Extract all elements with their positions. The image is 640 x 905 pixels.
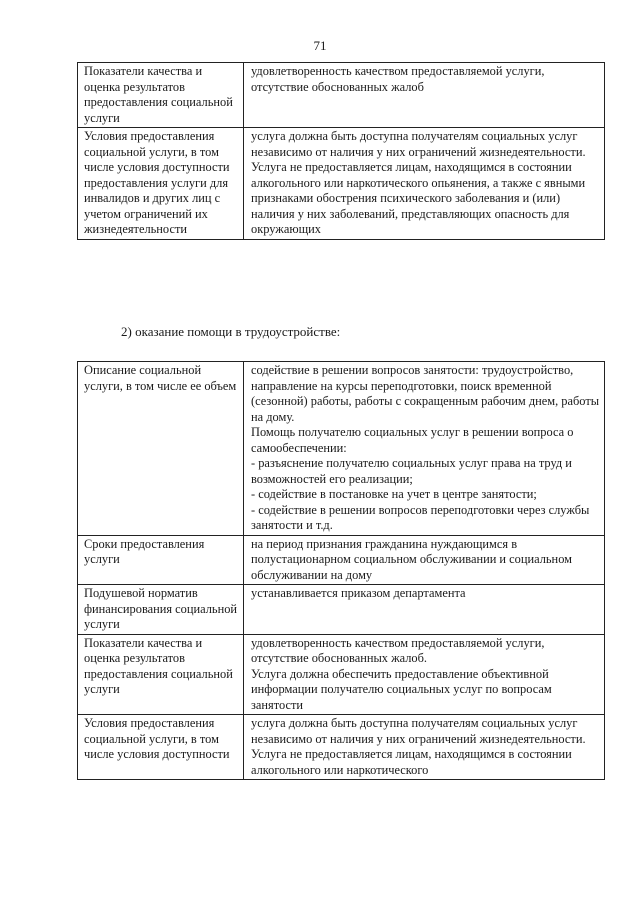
row-label: Описание социальной услуги, в том числе ее объем bbox=[78, 362, 244, 536]
row-paragraph: устанавливается приказом департамента bbox=[251, 586, 466, 600]
row-paragraph: - содействие в решении вопросов переподготовки через службы занятости и т.д. bbox=[251, 502, 590, 532]
row-paragraph: услуга должна быть доступна получателям социальных услуг независимо от наличия у них ограничений жизнедеятельности. bbox=[251, 716, 586, 746]
service-table-1 bbox=[77, 62, 605, 240]
row-label: Условия предоставления социальной услуги, в том числе условия доступности предоставления услуги для инвалидов и других лиц с учетом ограничений их жизнедеятельности bbox=[78, 128, 244, 240]
row-value bbox=[244, 585, 605, 635]
row-label: Показатели качества и оценка результатов предоставления социальной услуги bbox=[78, 63, 244, 128]
row-paragraph: удовлетворенность качеством предоставляемой услуги, отсутствие обоснованных жалоб bbox=[251, 64, 545, 94]
page-number: 71 bbox=[313, 38, 327, 53]
row-paragraph: Помощь получателю социальных услуг в решении вопроса о самообеспечении: bbox=[251, 425, 574, 455]
table-row bbox=[78, 535, 605, 585]
table-row bbox=[78, 715, 605, 780]
table-row bbox=[78, 585, 605, 635]
row-value bbox=[244, 128, 605, 240]
row-paragraph: Услуга не предоставляется лицам, находящимся в состоянии алкогольного или наркотического bbox=[251, 747, 572, 777]
row-paragraph: - содействие в постановке на учет в центре занятости; bbox=[251, 487, 537, 501]
row-value bbox=[244, 63, 605, 128]
row-label: Подушевой норматив финансирования социальной услуги bbox=[78, 585, 244, 635]
row-paragraph: Услуга не предоставляется лицам, находящимся в состоянии алкогольного или наркотического опьянения, а также с явными признаками обострения психического заболевания и (или) наличия у них заболеваний, представляющих опасность для окружающих bbox=[251, 160, 586, 236]
row-paragraph: удовлетворенность качеством предоставляемой услуги, отсутствие обоснованных жалоб. bbox=[251, 635, 545, 665]
row-label: Сроки предоставления услуги bbox=[78, 535, 244, 585]
row-value bbox=[244, 715, 605, 780]
row-paragraph: - разъяснение получателю социальных услуг права на труд и возможностей его реализации; bbox=[251, 456, 572, 486]
service-table-2 bbox=[77, 361, 605, 780]
table-row bbox=[78, 634, 605, 715]
row-label: Условия предоставления социальной услуги, в том числе условия доступности bbox=[78, 715, 244, 780]
row-paragraph: содействие в решении вопросов занятости: трудоустройство, направление на курсы переподготовки, поиск временной (сезонной) работы, работы с сокращенным рабочим днем, работы на дому. bbox=[251, 363, 600, 424]
row-paragraph: услуга должна быть доступна получателям социальных услуг независимо от наличия у них ограничений жизнедеятельности. bbox=[251, 129, 586, 159]
table-row bbox=[78, 128, 605, 240]
row-paragraph: на период признания гражданина нуждающимся в полустационарном социальном обслуживании и социальном обслуживании на дому bbox=[251, 536, 572, 582]
row-value bbox=[244, 362, 605, 536]
table-row bbox=[78, 63, 605, 128]
row-value bbox=[244, 634, 605, 715]
row-paragraph: Услуга должна обеспечить предоставление объективной информации получателю социальных услуг по вопросам занятости bbox=[251, 666, 552, 712]
row-label: Показатели качества и оценка результатов предоставления социальной услуги bbox=[78, 634, 244, 715]
section-heading: 2) оказание помощи в трудоустройстве: bbox=[121, 324, 341, 339]
table-row bbox=[78, 362, 605, 536]
row-value bbox=[244, 535, 605, 585]
